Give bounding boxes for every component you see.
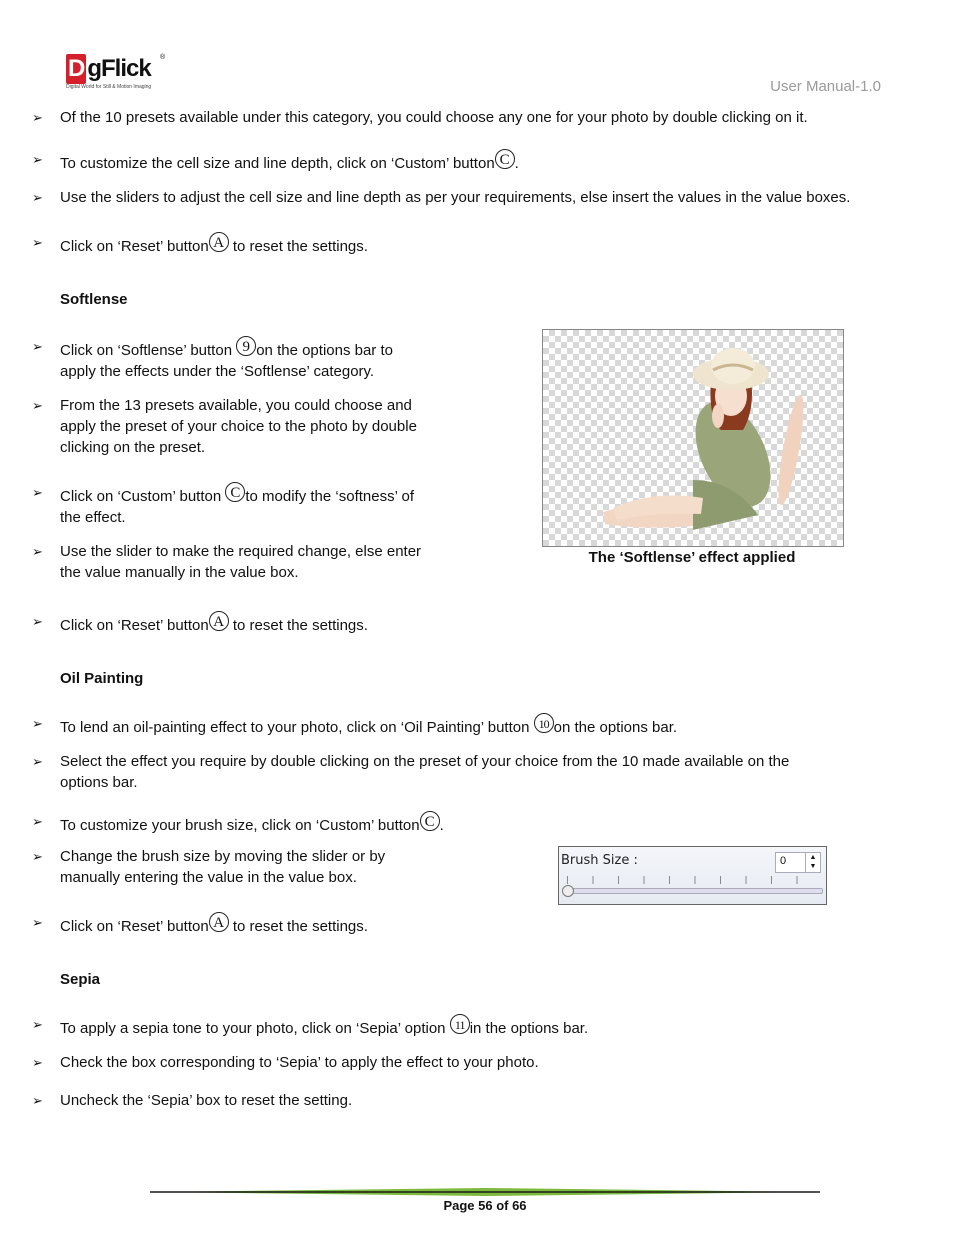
callout-a-icon: A [209,611,229,631]
callout-9-icon: 9 [236,336,256,356]
callout-a-icon: A [209,912,229,932]
bullet-text: Uncheck the ‘Sepia’ box to reset the setting. [60,1092,353,1109]
logo-tagline: Digital World for Still & Motion Imaging [66,84,152,90]
bullet-icon: ➢ [32,716,43,731]
bullet-icon: ➢ [32,849,43,864]
callout-10-icon: 10 [534,713,554,733]
brush-size-spinner[interactable] [805,853,820,872]
bullet-text: To apply a sepia tone to your photo, click on ‘Sepia’ option 11 in the options bar. [60,1014,588,1039]
spinner-down-icon[interactable]: ▼ [809,863,817,870]
slider-ticks [567,876,817,884]
bullet-text: Click on ‘Reset’ button A to reset the settings. [60,912,368,937]
registered-mark: ® [160,54,166,61]
brush-size-input[interactable]: 0 ▲ ▼ [775,852,821,873]
bullet-icon: ➢ [32,485,43,500]
brush-size-slider[interactable] [563,888,823,894]
bullet-text: Click on ‘Reset’ button A to reset the settings. [60,611,368,636]
bullet-text: Select the effect you require by double clicking on the preset of your choice from the 10 made available on the options bar. [60,753,790,791]
bullet-text: Click on ‘Softlense’ button 9 on the options bar to apply the effects under the ‘Softlense’ category. [60,336,393,382]
bullet-text: Click on ‘Custom’ button C to modify the ‘softness’ of the effect. [60,482,414,528]
callout-a-icon: A [209,232,229,252]
page-number: Page 56 of 66 [443,1198,527,1213]
section-heading-sepia: Sepia [60,971,101,988]
bullet-icon: ➢ [32,1055,43,1070]
bullet-text: Click on ‘Reset’ button A to reset the settings. [60,232,368,257]
bullet-text: Change the brush size by moving the slider or by manually entering the value in the value box. [60,848,386,886]
photo-caption: The ‘Softlense’ effect applied [588,549,796,566]
bullet-icon: ➢ [32,110,43,125]
bullet-icon: ➢ [32,814,43,829]
bullet-icon: ➢ [32,398,43,413]
bullet-icon: ➢ [32,152,43,167]
bullet-text: To lend an oil-painting effect to your photo, click on ‘Oil Painting’ button 10 on the options bar. [60,713,677,738]
callout-c-icon: C [420,811,440,831]
bullet-icon: ➢ [32,915,43,930]
bullet-icon: ➢ [32,190,43,205]
callout-c-icon: C [495,149,515,169]
softlense-photo [542,329,844,547]
bullet-icon: ➢ [32,1093,43,1108]
slider-handle[interactable] [562,885,574,897]
brush-size-panel [558,846,827,905]
logo-wordmark: D gFlick [68,55,151,82]
spinner-up-icon[interactable]: ▲ [809,854,817,861]
bullet-icon: ➢ [32,544,43,559]
callout-c-icon: C [225,482,245,502]
manual-version: User Manual-1.0 [770,78,881,95]
bullet-text: Of the 10 presets available under this category, you could choose any one for your photo by double clicking on it. [60,109,808,126]
bullet-text: From the 13 presets available, you could choose and apply the preset of your choice to the photo by double clicking on the preset. [60,397,417,456]
girl-illustration [543,330,843,546]
bullet-text: Use the sliders to adjust the cell size and line depth as per your requirements, else insert the values in the value boxes. [60,189,851,206]
bullet-icon: ➢ [32,754,43,769]
callout-11-icon: 11 [450,1014,470,1034]
footer-divider [150,1188,820,1196]
brush-size-label: Brush Size : [561,853,638,868]
bullet-icon: ➢ [32,339,43,354]
bullet-text: To customize your brush size, click on ‘Custom’ button C . [60,811,444,836]
bullet-text: Use the slider to make the required change, else enter the value manually in the value box. [60,543,422,581]
bullet-text: To customize the cell size and line depth, click on ‘Custom’ button C . [60,149,519,174]
bullet-icon: ➢ [32,614,43,629]
section-heading-oil-painting: Oil Painting [60,670,144,687]
bullet-icon: ➢ [32,1017,43,1032]
bullet-icon: ➢ [32,235,43,250]
section-heading-softlense: Softlense [60,291,128,308]
dgflick-logo [66,54,166,94]
bullet-text: Check the box corresponding to ‘Sepia’ to apply the effect to your photo. [60,1054,539,1071]
